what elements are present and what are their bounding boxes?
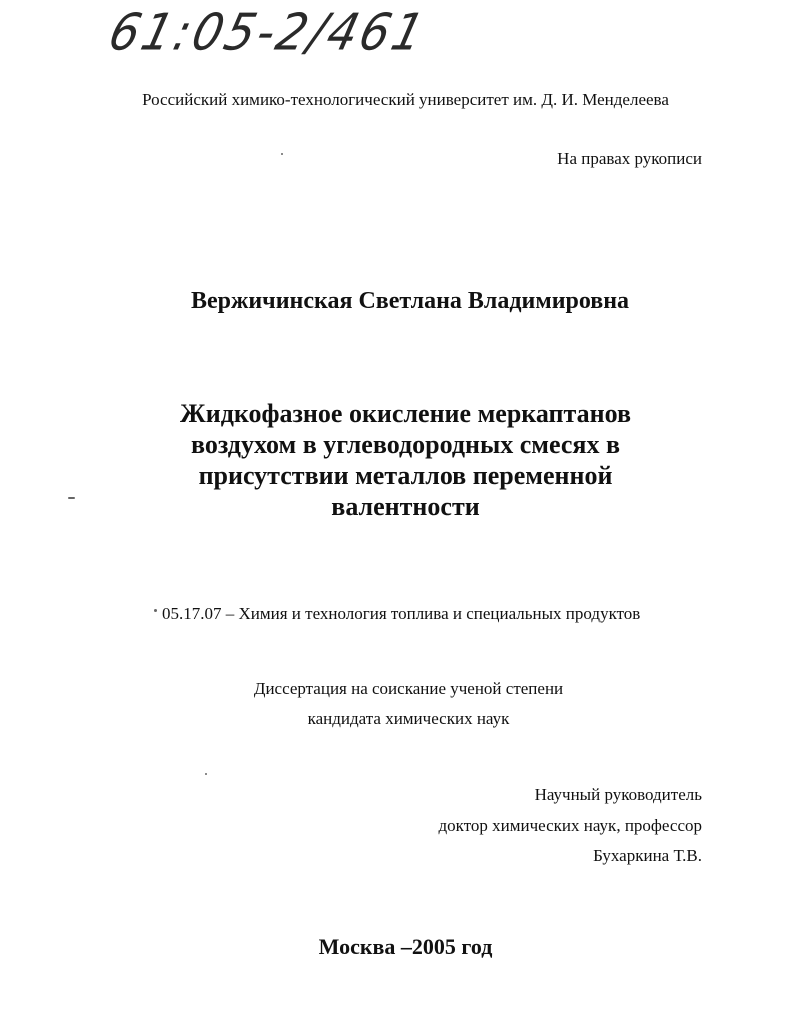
title-line: воздухом в углеводородных смесях в — [190, 430, 621, 459]
scan-speck — [281, 153, 283, 155]
rights-note: На правах рукописи — [557, 149, 702, 168]
title-line: валентности — [331, 492, 480, 521]
advisor-degree: доктор химических наук, профессор — [438, 816, 702, 835]
dissertation-title — [0, 398, 799, 522]
scan-speck — [68, 497, 75, 499]
advisor-label: Научный руководитель — [534, 785, 702, 804]
title-line: присутствии металлов переменной — [198, 461, 613, 490]
specialty-code: 05.17.07 – Химия и технология топлива и специальных продуктов — [162, 604, 641, 623]
handwritten-catalog-number: 61:05-2/461 — [103, 2, 433, 62]
degree-line-2: кандидата химических наук — [307, 709, 510, 728]
title-line: Жидкофазное окисление меркаптанов — [180, 399, 631, 428]
city-year: Москва –2005 год — [318, 934, 493, 959]
advisor-name: Бухаркина Т.В. — [593, 846, 702, 865]
scan-speck — [154, 609, 157, 612]
university-name: Российский химико-технологический университет им. Д. И. Менделеева — [142, 90, 669, 109]
scan-speck — [205, 773, 207, 775]
degree-line-1: Диссертация на соискание ученой степени — [253, 679, 564, 698]
author-name: Вержичинская Светлана Владимировна — [190, 288, 630, 314]
